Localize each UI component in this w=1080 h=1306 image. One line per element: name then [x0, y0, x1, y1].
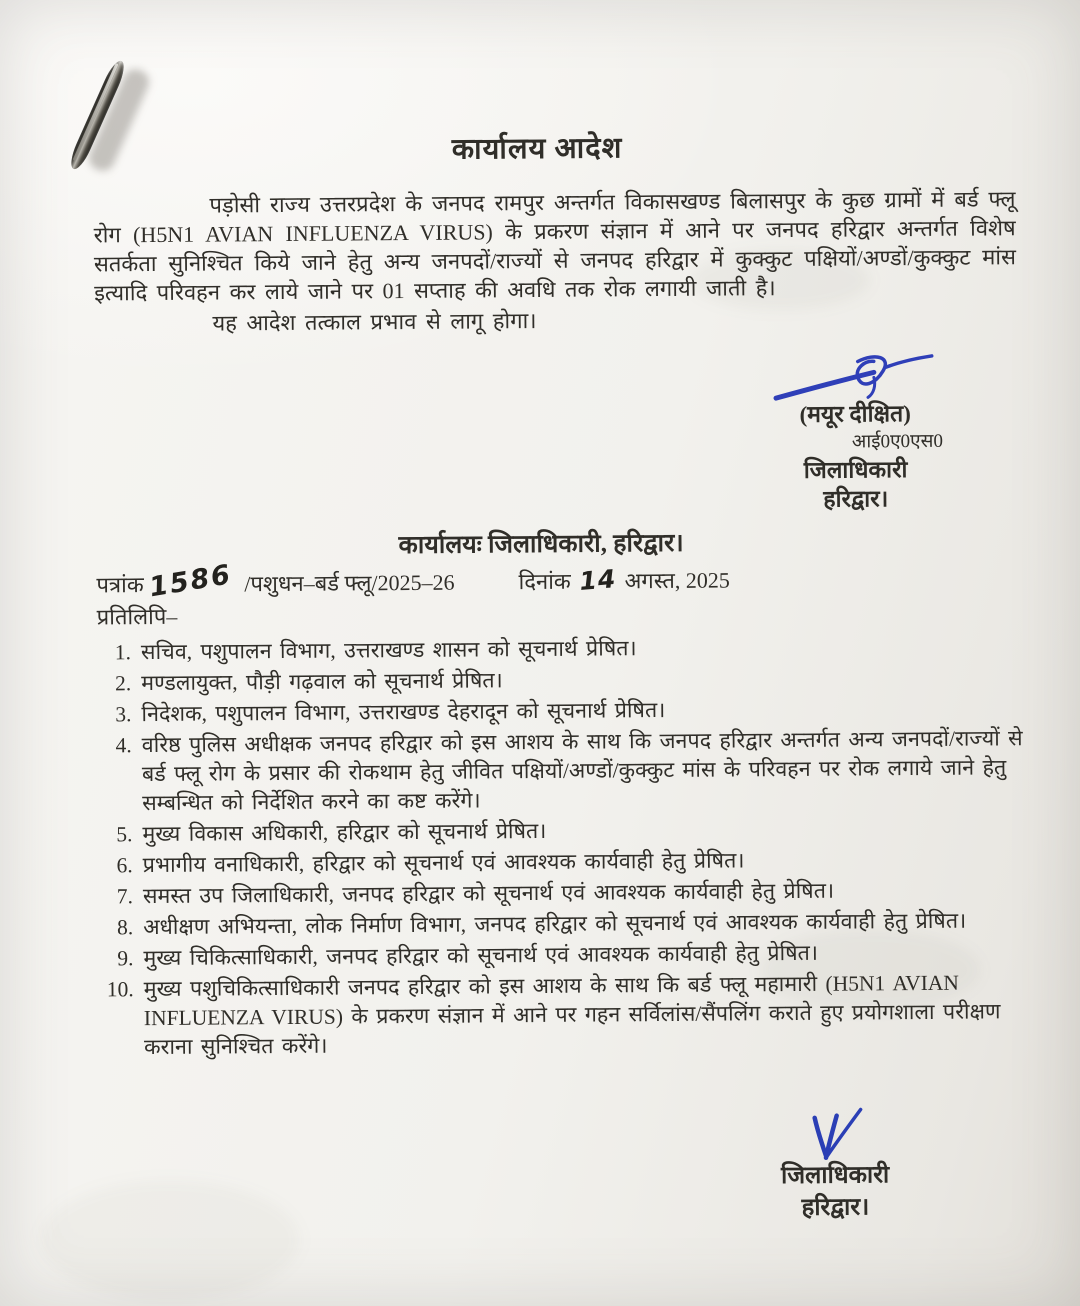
signature-block-top: [735, 347, 976, 515]
item-text: निदेशक, पशुपालन विभाग, उत्तराखण्ड देहरादून को सूचनार्थ प्रेषित।: [141, 698, 666, 727]
letter-number-label: पत्रांक: [96, 572, 144, 598]
list-item: [97, 662, 1027, 698]
list-item: [97, 693, 1027, 729]
item-number: 3.: [115, 702, 132, 727]
letter-number-handwritten: 1586: [147, 559, 235, 604]
signatory-designation: जिलाधिकारी: [803, 457, 908, 483]
date-day-handwritten: 14: [578, 564, 618, 596]
reference-line: [96, 559, 1026, 604]
copy-to-label: प्रतिलिपि–: [96, 603, 178, 630]
page-title: कार्यालय आदेश: [451, 132, 623, 166]
office-heading: कार्यालयः जिलाधिकारी, हरिद्वार।: [398, 529, 684, 560]
footer-designation: जिलाधिकारी: [780, 1162, 890, 1190]
item-number: 7.: [116, 884, 134, 909]
item-number: 9.: [117, 946, 134, 971]
item-text: सचिव, पशुपालन विभाग, उत्तराखण्ड शासन को सूचनार्थ प्रेषित।: [140, 636, 637, 665]
footer-place: हरिद्वार।: [801, 1194, 870, 1221]
item-text: वरिष्ठ पुलिस अधीक्षक जनपद हरिद्वार को इस आशय के साथ कि जनपद हरिद्वार अन्तर्गत अन्य जनपदों/राज्यों से बर्ड फ्लू रोग के प्रसार की रोकथाम हेतु जीवित पक्षियों/अण्डों/कुक्कुट मांस के परिवहन पर रोक लगाये जाने हेतु सम्बन्धित को निर्देशित करने का कष्ट करेंगे।: [141, 726, 1023, 816]
signatory-name: (मयूर दीक्षित): [799, 401, 911, 427]
item-text: मुख्य चिकित्साधिकारी, जनपद हरिद्वार को सूचनार्थ एवं आवश्यक कार्यवाही हेतु प्रेषित।: [143, 940, 819, 971]
list-item: [99, 875, 1029, 911]
list-item: [99, 844, 1029, 880]
signatory-service: आई0ए0एस0: [851, 430, 944, 453]
item-text: समस्त उप जिलाधिकारी, जनपद हरिद्वार को सूचनार्थ एवं आवश्यक कार्यवाही हेतु प्रेषित।: [142, 878, 835, 909]
date-rest: अगस्त, 2025: [624, 567, 730, 594]
order-effective-line: यह आदेश तत्काल प्रभाव से लागू होगा।: [212, 308, 537, 336]
item-text: मुख्य पशुचिकित्साधिकारी जनपद हरिद्वार को इस आशय के साथ कि बर्ड फ्लू महामारी (H5N1 AVIAN INFLUENZA VIRUS) के प्रकरण संज्ञान में आने पर गहन सर्विलांस/सैंपलिंग कराते हुए प्रयोगशाला परीक्षण कराना सुनिश्चित करेंगे।: [143, 970, 1001, 1060]
list-item: [97, 631, 1027, 667]
signature-scribble-icon: [770, 347, 940, 406]
letter-number-suffix: /पशुधन–बर्ड फ्लू/2025–26: [244, 569, 455, 597]
item-number: 6.: [116, 853, 133, 878]
date-label: दिनांक: [518, 568, 571, 595]
item-text: प्रभागीय वनाधिकारी, हरिद्वार को सूचनार्थ एवं आवश्यक कार्यवाही हेतु प्रेषित।: [142, 848, 745, 878]
signature-block-bottom: [735, 1105, 936, 1225]
item-number: 10.: [106, 977, 134, 1002]
item-text: अधीक्षण अभियन्ता, लोक निर्माण विभाग, जनपद हरिद्वार को सूचनार्थ एवं आवश्यक कार्यवाही हेतु प्रेषित।: [143, 908, 967, 940]
list-item: [98, 813, 1028, 849]
list-item: [99, 937, 1029, 973]
item-text: मण्डलायुक्त, पौड़ी गढ़वाल को सूचनार्थ प्रेषित।: [141, 668, 503, 696]
item-number: 4.: [115, 733, 132, 758]
item-number: 5.: [116, 822, 133, 847]
item-number: 1.: [114, 640, 132, 665]
signatory-place: हरिद्वार।: [823, 486, 889, 512]
endorsement-section: [96, 522, 1030, 1064]
item-number: 2.: [115, 671, 132, 696]
list-item: [99, 906, 1029, 942]
copy-recipient-list: [97, 631, 1030, 1062]
list-item: [100, 968, 1031, 1062]
item-text: मुख्य विकास अधिकारी, हरिद्वार को सूचनार्थ प्रेषित।: [142, 818, 547, 847]
order-paragraph: पड़ोसी राज्य उत्तरप्रदेश के जनपद रामपुर अन्तर्गत विकासखण्ड बिलासपुर के कुछ ग्रामों में बर्ड फ्लू रोग (H5N1 AVIAN INFLUENZA VIRUS) के प्रकरण संज्ञान में आने पर जनपद हरिद्वार अन्तर्गत विशेष सतर्कता सुनिश्चित किये जाने हेतु अन्य जनपदों/राज्यों से जनपद हरिद्वार में कुक्कुट पक्षियों/अण्डों/कुक्कुट मांस इत्यादि परिवहन कर लाये जाने पर 01 सप्ताह की अवधि तक रोक लगायी जाती है।: [93, 186, 1017, 306]
list-item: [98, 724, 1029, 818]
item-number: 8.: [116, 915, 134, 940]
order-body: [93, 184, 1016, 338]
